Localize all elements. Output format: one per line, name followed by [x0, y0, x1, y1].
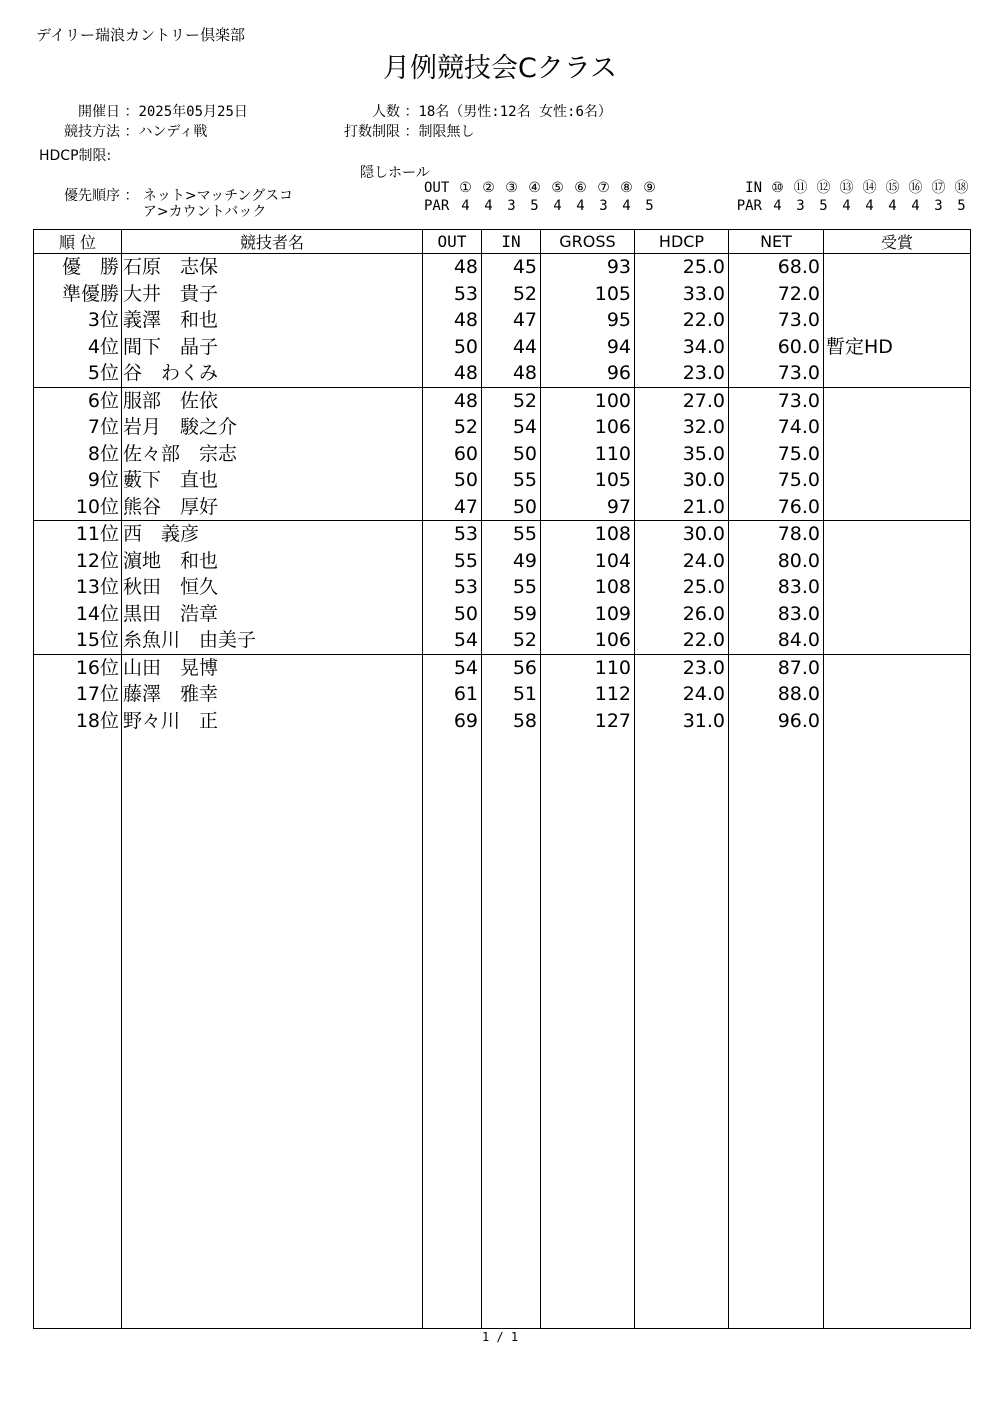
- cell-out: 53: [423, 574, 482, 601]
- filler-cell: [824, 734, 971, 1329]
- cell-hdcp: 30.0: [635, 521, 729, 548]
- meta-method: 競技方法 ：ハンディ戦: [40, 121, 207, 141]
- cell-net: 73.0: [729, 307, 824, 334]
- par-value: 4: [773, 198, 782, 214]
- cell-in: 48: [482, 360, 541, 387]
- par-value: 3: [796, 198, 805, 214]
- cell-award: [824, 708, 971, 735]
- cell-rank: 4位: [34, 334, 122, 361]
- par-value: 5: [819, 198, 828, 214]
- table-header: [34, 230, 971, 254]
- cell-in: 55: [482, 521, 541, 548]
- cell-net: 78.0: [729, 521, 824, 548]
- cell-out: 53: [423, 521, 482, 548]
- filler-cell: [541, 734, 635, 1329]
- cell-gross: 105: [541, 281, 635, 308]
- par-value: 4: [576, 198, 585, 214]
- cell-name: 大井 貴子: [122, 281, 423, 308]
- table-row: [34, 334, 971, 361]
- par-value: 4: [911, 198, 920, 214]
- filler-cell: [635, 734, 729, 1329]
- cell-net: 75.0: [729, 467, 824, 494]
- cell-in: 52: [482, 387, 541, 414]
- par-value: 5: [530, 198, 539, 214]
- cell-hdcp: 22.0: [635, 307, 729, 334]
- cell-out: 60: [423, 441, 482, 468]
- cell-net: 73.0: [729, 360, 824, 387]
- par-value: 4: [484, 198, 493, 214]
- in-holes-row: [732, 180, 973, 197]
- par-value: 4: [842, 198, 851, 214]
- cell-rank: 優 勝: [34, 254, 122, 281]
- cell-hdcp: 24.0: [635, 681, 729, 708]
- cell-gross: 109: [541, 601, 635, 628]
- cell-name: 谷 わくみ: [122, 360, 423, 387]
- par-label: PAR: [736, 198, 762, 214]
- hole-number: ⑪: [793, 180, 808, 196]
- header-rank: 順 位: [34, 230, 122, 254]
- filler-cell: [423, 734, 482, 1329]
- cell-out: 48: [423, 360, 482, 387]
- cell-gross: 104: [541, 548, 635, 575]
- meta-hdcp-limit: HDCP制限:: [39, 148, 112, 164]
- cell-name: 藪下 直也: [122, 467, 423, 494]
- table-row: [34, 548, 971, 575]
- header-net: NET: [729, 230, 824, 254]
- cell-out: 53: [423, 281, 482, 308]
- table-row: [34, 387, 971, 414]
- cell-name: 佐々部 宗志: [122, 441, 423, 468]
- cell-hdcp: 25.0: [635, 254, 729, 281]
- club-name: デイリー瑞浪カントリー倶楽部: [36, 26, 245, 44]
- table-row: [34, 708, 971, 735]
- par-value: 4: [865, 198, 874, 214]
- cell-rank: 9位: [34, 467, 122, 494]
- cell-net: 60.0: [729, 334, 824, 361]
- table-row: [34, 441, 971, 468]
- cell-out: 50: [423, 334, 482, 361]
- table-row: [34, 627, 971, 654]
- cell-gross: 105: [541, 467, 635, 494]
- cell-gross: 95: [541, 307, 635, 334]
- cell-gross: 97: [541, 494, 635, 521]
- table-row: [34, 254, 971, 281]
- cell-rank: 11位: [34, 521, 122, 548]
- cell-award: [824, 441, 971, 468]
- table-row: [34, 281, 971, 308]
- cell-hdcp: 21.0: [635, 494, 729, 521]
- cell-rank: 13位: [34, 574, 122, 601]
- table-row: [34, 681, 971, 708]
- out-label: OUT: [424, 180, 450, 196]
- cell-hdcp: 30.0: [635, 467, 729, 494]
- cell-rank: 17位: [34, 681, 122, 708]
- cell-in: 50: [482, 494, 541, 521]
- cell-net: 84.0: [729, 627, 824, 654]
- cell-award: [824, 360, 971, 387]
- cell-name: 義澤 和也: [122, 307, 423, 334]
- hole-number: ⑯: [908, 180, 923, 196]
- out-holes-row: [424, 180, 661, 197]
- cell-name: 黒田 浩章: [122, 601, 423, 628]
- cell-award: [824, 414, 971, 441]
- meta-players: 人数 ：18名（男性:12名 女性:6名）: [320, 101, 612, 121]
- cell-gross: 100: [541, 387, 635, 414]
- in-label: IN: [745, 180, 762, 196]
- hole-number: ⑱: [954, 180, 969, 196]
- hole-number: ⑰: [931, 180, 946, 196]
- cell-award: [824, 521, 971, 548]
- cell-hdcp: 32.0: [635, 414, 729, 441]
- cell-rank: 15位: [34, 627, 122, 654]
- table-row: [34, 601, 971, 628]
- cell-rank: 3位: [34, 307, 122, 334]
- header-out: OUT: [423, 230, 482, 254]
- hole-number: ②: [482, 180, 495, 196]
- cell-award: [824, 548, 971, 575]
- cell-net: 87.0: [729, 654, 824, 681]
- in-par-row: [732, 198, 973, 215]
- meta-priority: 優先順序 ： ネット>マッチングスコ ア>カウントバック: [40, 188, 293, 220]
- cell-out: 61: [423, 681, 482, 708]
- par-value: 3: [934, 198, 943, 214]
- cell-in: 52: [482, 627, 541, 654]
- cell-in: 58: [482, 708, 541, 735]
- cell-gross: 112: [541, 681, 635, 708]
- hole-number: ①: [459, 180, 472, 196]
- cell-award: [824, 387, 971, 414]
- hidden-holes-label: 隠しホール: [360, 165, 430, 181]
- cell-award: [824, 307, 971, 334]
- cell-rank: 12位: [34, 548, 122, 575]
- meta-date: 開催日 ：2025年05月25日: [40, 101, 248, 121]
- cell-out: 48: [423, 387, 482, 414]
- cell-hdcp: 33.0: [635, 281, 729, 308]
- cell-out: 47: [423, 494, 482, 521]
- cell-gross: 96: [541, 360, 635, 387]
- cell-gross: 94: [541, 334, 635, 361]
- cell-gross: 108: [541, 574, 635, 601]
- cell-name: 服部 佐依: [122, 387, 423, 414]
- cell-out: 55: [423, 548, 482, 575]
- cell-gross: 106: [541, 627, 635, 654]
- table-row: [34, 494, 971, 521]
- hole-number: ⑩: [771, 180, 784, 196]
- cell-rank: 5位: [34, 360, 122, 387]
- players-value: 18名（男性:12名 女性:6名）: [418, 104, 612, 120]
- table-row: [34, 467, 971, 494]
- page-title: 月例競技会Cクラス: [382, 53, 618, 84]
- priority-line-2: ア>カウントバック: [142, 204, 267, 220]
- results-table: [33, 229, 971, 1329]
- cell-rank: 16位: [34, 654, 122, 681]
- hole-number: ⑧: [620, 180, 633, 196]
- cell-hdcp: 31.0: [635, 708, 729, 735]
- cell-name: 岩月 駿之介: [122, 414, 423, 441]
- hole-number: ④: [528, 180, 541, 196]
- cell-rank: 8位: [34, 441, 122, 468]
- cell-gross: 110: [541, 441, 635, 468]
- table-row: [34, 521, 971, 548]
- filler-cell: [482, 734, 541, 1329]
- cell-rank: 10位: [34, 494, 122, 521]
- hdcp-limit-label: HDCP制限: [39, 148, 107, 164]
- cell-rank: 18位: [34, 708, 122, 735]
- cell-in: 54: [482, 414, 541, 441]
- hole-number: ③: [505, 180, 518, 196]
- cell-in: 47: [482, 307, 541, 334]
- priority-line-1: ネット>マッチングスコ: [142, 188, 293, 204]
- cell-net: 72.0: [729, 281, 824, 308]
- date-label: 開催日: [78, 104, 120, 120]
- table-row: [34, 307, 971, 334]
- par-value: 4: [622, 198, 631, 214]
- cell-hdcp: 27.0: [635, 387, 729, 414]
- hole-number: ⑥: [574, 180, 587, 196]
- cell-out: 48: [423, 307, 482, 334]
- cell-net: 74.0: [729, 414, 824, 441]
- cell-hdcp: 23.0: [635, 360, 729, 387]
- hole-number: ⑫: [816, 180, 831, 196]
- filler-cell: [122, 734, 423, 1329]
- cell-hdcp: 34.0: [635, 334, 729, 361]
- cell-rank: 準優勝: [34, 281, 122, 308]
- cell-net: 73.0: [729, 387, 824, 414]
- cell-in: 55: [482, 467, 541, 494]
- cell-hdcp: 26.0: [635, 601, 729, 628]
- cell-gross: 108: [541, 521, 635, 548]
- cell-award: [824, 627, 971, 654]
- meta-stroke-limit: 打数制限 ：制限無し: [320, 121, 474, 141]
- cell-hdcp: 23.0: [635, 654, 729, 681]
- par-label: PAR: [424, 198, 450, 214]
- cell-out: 50: [423, 467, 482, 494]
- table-row: [34, 654, 971, 681]
- cell-net: 83.0: [729, 574, 824, 601]
- cell-in: 49: [482, 548, 541, 575]
- cell-name: 野々川 正: [122, 708, 423, 735]
- cell-in: 51: [482, 681, 541, 708]
- cell-net: 88.0: [729, 681, 824, 708]
- cell-in: 55: [482, 574, 541, 601]
- cell-rank: 7位: [34, 414, 122, 441]
- hole-number: ⑬: [839, 180, 854, 196]
- par-value: 5: [645, 198, 654, 214]
- header-award: 受賞: [824, 230, 971, 254]
- cell-award: [824, 254, 971, 281]
- header-in: IN: [482, 230, 541, 254]
- cell-in: 56: [482, 654, 541, 681]
- par-value: 4: [888, 198, 897, 214]
- cell-award: [824, 281, 971, 308]
- cell-in: 52: [482, 281, 541, 308]
- cell-award: [824, 681, 971, 708]
- cell-out: 69: [423, 708, 482, 735]
- out-par-row: [424, 198, 661, 215]
- cell-gross: 127: [541, 708, 635, 735]
- cell-gross: 93: [541, 254, 635, 281]
- hole-number: ⑨: [643, 180, 656, 196]
- cell-net: 96.0: [729, 708, 824, 735]
- table-row: [34, 414, 971, 441]
- method-label: 競技方法: [64, 124, 120, 140]
- par-value: 3: [599, 198, 608, 214]
- par-value: 5: [957, 198, 966, 214]
- cell-net: 68.0: [729, 254, 824, 281]
- cell-net: 80.0: [729, 548, 824, 575]
- cell-name: 藤澤 雅幸: [122, 681, 423, 708]
- hole-number: ⑭: [862, 180, 877, 196]
- header-hdcp: HDCP: [635, 230, 729, 254]
- cell-award: 暫定HD: [824, 334, 971, 361]
- cell-name: 間下 晶子: [122, 334, 423, 361]
- cell-award: [824, 494, 971, 521]
- cell-net: 83.0: [729, 601, 824, 628]
- header-gross: GROSS: [541, 230, 635, 254]
- hole-number: ⑤: [551, 180, 564, 196]
- cell-name: 濵地 和也: [122, 548, 423, 575]
- table-row: [34, 574, 971, 601]
- cell-net: 76.0: [729, 494, 824, 521]
- date-value: 2025年05月25日: [138, 104, 248, 120]
- filler-cell: [729, 734, 824, 1329]
- cell-hdcp: 22.0: [635, 627, 729, 654]
- cell-award: [824, 654, 971, 681]
- cell-in: 44: [482, 334, 541, 361]
- players-label: 人数: [372, 104, 400, 120]
- cell-award: [824, 467, 971, 494]
- par-value: 3: [507, 198, 516, 214]
- stroke-limit-label: 打数制限: [344, 124, 400, 140]
- cell-out: 54: [423, 627, 482, 654]
- cell-name: 山田 晃博: [122, 654, 423, 681]
- cell-name: 石原 志保: [122, 254, 423, 281]
- method-value: ハンディ戦: [138, 124, 208, 140]
- cell-award: [824, 601, 971, 628]
- cell-in: 59: [482, 601, 541, 628]
- table-row: [34, 360, 971, 387]
- cell-name: 熊谷 厚好: [122, 494, 423, 521]
- cell-in: 50: [482, 441, 541, 468]
- cell-out: 52: [423, 414, 482, 441]
- cell-in: 45: [482, 254, 541, 281]
- cell-award: [824, 574, 971, 601]
- cell-rank: 14位: [34, 601, 122, 628]
- cell-name: 糸魚川 由美子: [122, 627, 423, 654]
- cell-net: 75.0: [729, 441, 824, 468]
- cell-hdcp: 35.0: [635, 441, 729, 468]
- cell-out: 50: [423, 601, 482, 628]
- cell-out: 54: [423, 654, 482, 681]
- cell-hdcp: 25.0: [635, 574, 729, 601]
- cell-gross: 110: [541, 654, 635, 681]
- header-name: 競技者名: [122, 230, 423, 254]
- stroke-limit-value: 制限無し: [418, 124, 475, 140]
- priority-label: 優先順序: [64, 188, 120, 204]
- filler-cell: [34, 734, 122, 1329]
- cell-rank: 6位: [34, 387, 122, 414]
- par-value: 4: [461, 198, 470, 214]
- page-number: 1 / 1: [481, 1330, 519, 1344]
- cell-hdcp: 24.0: [635, 548, 729, 575]
- par-value: 4: [553, 198, 562, 214]
- cell-name: 西 義彦: [122, 521, 423, 548]
- hole-number: ⑦: [597, 180, 610, 196]
- cell-name: 秋田 恒久: [122, 574, 423, 601]
- hole-number: ⑮: [885, 180, 900, 196]
- cell-gross: 106: [541, 414, 635, 441]
- table-filler-row: [34, 734, 971, 1329]
- cell-out: 48: [423, 254, 482, 281]
